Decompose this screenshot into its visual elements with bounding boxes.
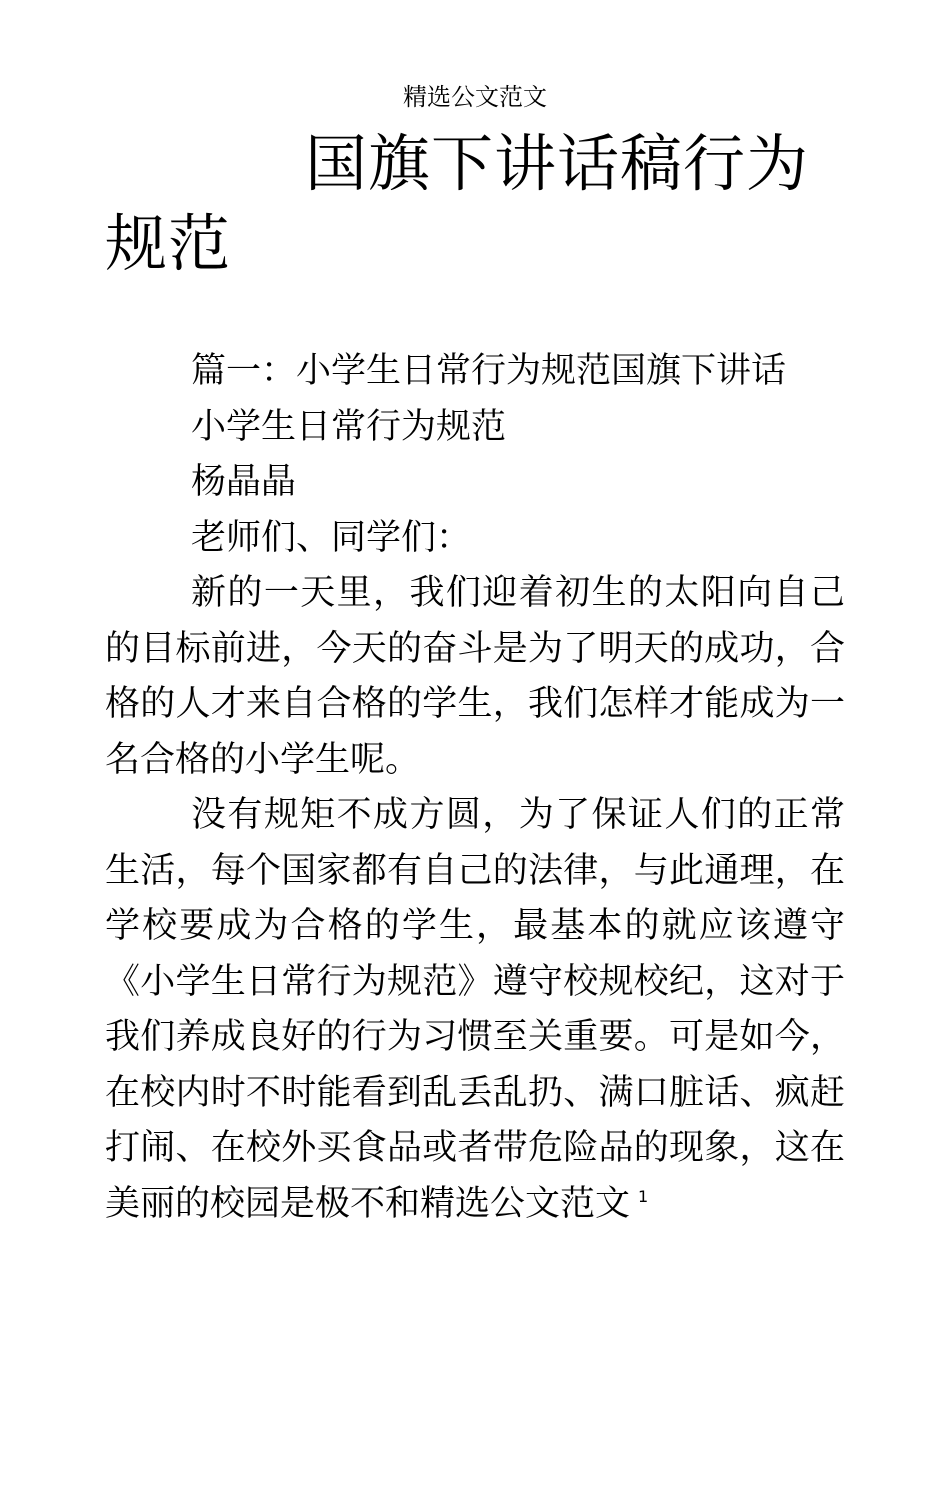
page-header: 精选公文范文 [403,83,547,111]
section-heading: 篇一：小学生日常行为规范国旗下讲话 [191,351,787,391]
page-number: 1 [638,1186,649,1206]
body-paragraph: 新的一天里，我们迎着初生的太阳向自己的目标前进，今天的奋斗是为了明天的成功，合格的人才来自合格的学生，我们怎样才能成为一名合格的小学生呢。 [105,573,845,780]
speech-title: 小学生日常行为规范 [191,406,507,447]
document-body [105,344,845,1232]
document-title: 国旗下讲话稿行为规范 [105,127,810,280]
body-paragraph [105,788,845,1232]
salutation: 老师们、同学们： [191,517,472,558]
speaker-name: 杨晶晶 [191,462,297,502]
paragraph-text: 没有规矩不成方圆，为了保证人们的正常生活，每个国家都有自己的法律，与此通理，在学校要成为合格的学生，最基本的就应该遵守《小学生日常行为规范》遵守校规校纪，这对于我们养成良好的行为习惯至关重要。可是如今，在校内时不时能看到乱丢乱扔、满口脏话、疯赶打闹、在校外买食品或者带危险品的现象，这在美丽的校园是极不和精选公文范文 [105,795,845,1224]
